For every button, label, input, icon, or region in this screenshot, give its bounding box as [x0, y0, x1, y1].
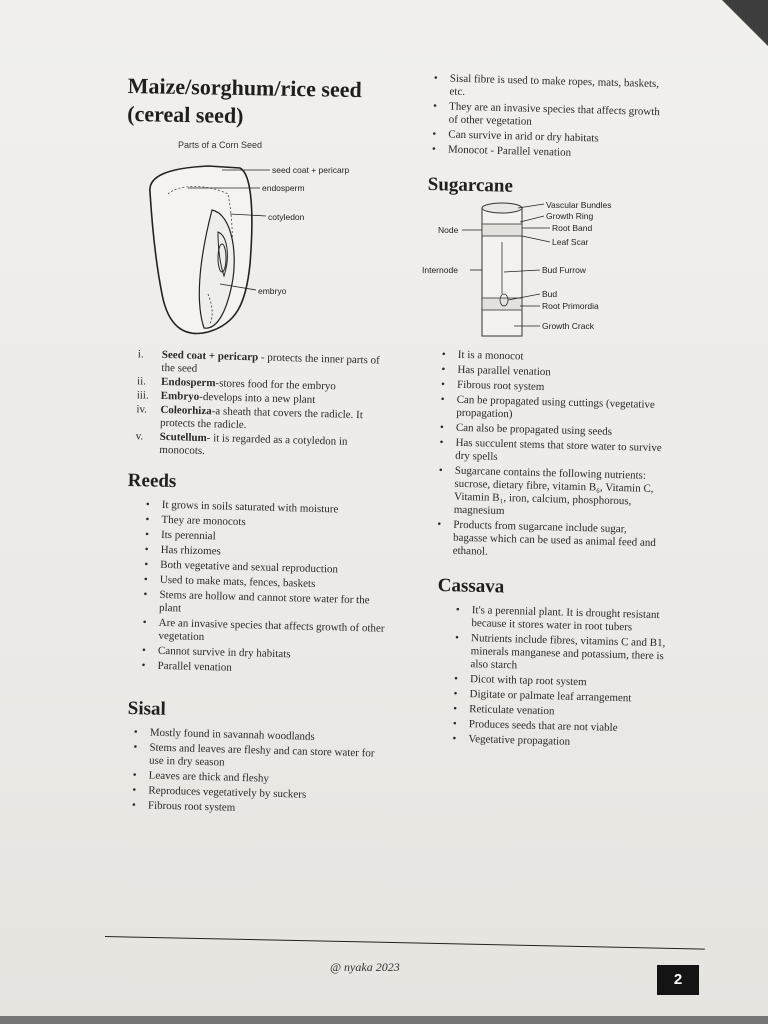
label-cotyledon: cotyledon: [268, 212, 305, 222]
list-item: • Can be propagated using cuttings (vegetative propagation): [434, 393, 667, 425]
list-item: • Can survive in arid or dry habitats: [426, 128, 666, 147]
list-item: • Used to make mats, fences, baskets: [138, 573, 386, 592]
footer-credit: @ nyaka 2023: [330, 960, 400, 974]
list-item: • Cannot survive in dry habitats: [136, 644, 384, 663]
label-growth-crack: Growth Crack: [542, 321, 594, 331]
list-item: • Vegetative propagation: [446, 733, 664, 752]
list-item: • Parallel venation: [135, 659, 383, 678]
list-item: • Can also be propagated using seeds: [434, 421, 666, 440]
label-root-primordia: Root Primordia: [542, 301, 599, 311]
list-item: • Products from sugarcane include sugar, bagasse which can be used as animal feed and ethanol.: [431, 518, 664, 563]
page-bottom-edge: [0, 1016, 768, 1024]
cassava-list: [424, 603, 668, 751]
list-item: • Sisal fibre is used to make ropes, mats, baskets, etc.: [427, 72, 668, 104]
label-growth-ring: Growth Ring: [546, 211, 594, 221]
list-item: • Reticulate venation: [447, 703, 665, 722]
list-item: • Stems and leaves are fleshy and can store water for use in dry season: [127, 741, 388, 774]
list-item: • It grows in soils saturated with moisture: [140, 498, 388, 517]
corn-seed-diagram: [128, 154, 388, 344]
right-column: [422, 72, 668, 748]
list-item: • Reproduces vegetatively by suckers: [126, 784, 386, 804]
label-seed-coat: seed coat + pericarp: [272, 165, 350, 175]
sisal-continued-list: [426, 72, 668, 162]
page-corner-fold: [722, 0, 768, 46]
label-root-band: Root Band: [552, 223, 593, 233]
label-node: Node: [438, 225, 459, 235]
list-item: • Stems are hollow and cannot store water for the plant: [137, 588, 386, 620]
list-item: • Mostly found in savannah woodlands: [128, 726, 388, 746]
list-item: iv. Coleorhiza-a sheath that covers the radicle. It protects the radicle.: [136, 403, 363, 432]
label-bud: Bud: [542, 289, 558, 299]
list-item: • Has parallel venation: [435, 363, 667, 382]
sugarcane-diagram: [422, 202, 662, 342]
label-leaf-scar: Leaf Scar: [552, 237, 589, 247]
list-item: v. Scutellum- it is regarded as a cotyledon in monocots.: [135, 430, 348, 458]
list-item: • Digitate or palmate leaf arrangement: [447, 688, 665, 707]
sugarcane-list: [423, 348, 668, 563]
list-item: • Has succulent stems that store water to survive dry spells: [433, 436, 666, 468]
list-item: • It's a perennial plant. It is drought resistant because it stores water in root tubers: [449, 604, 668, 636]
page-title: Maize/sorghum/rice seed (cereal seed): [127, 72, 362, 129]
list-item: i. Seed coat + pericarp - protects the inner parts of the seed: [137, 348, 380, 375]
page-number: 2: [657, 965, 699, 995]
sugarcane-heading: Sugarcane: [427, 174, 514, 197]
sisal-list: [126, 726, 388, 819]
label-vascular-bundles: Vascular Bundles: [546, 202, 612, 210]
list-item: • They are monocots: [139, 513, 387, 532]
list-item: iii. Embryo-develops into a new plant: [136, 389, 316, 406]
reeds-heading: Reeds: [127, 470, 177, 493]
list-item: • Fibrous root system: [435, 378, 667, 397]
list-item: • Leaves are thick and fleshy: [127, 769, 387, 789]
list-item: • Produces seeds that are not viable: [447, 718, 665, 737]
list-item: • It is a monocot: [436, 348, 668, 367]
corn-figure-caption: Parts of a Corn Seed: [178, 140, 263, 150]
left-column: [128, 72, 388, 814]
label-endosperm: endosperm: [262, 183, 305, 193]
label-bud-furrow: Bud Furrow: [542, 265, 586, 275]
list-item: • Both vegetative and sexual reproduction: [138, 558, 386, 577]
list-item: • Dicot with tap root system: [448, 673, 666, 692]
list-item: • Fibrous root system: [126, 799, 386, 819]
cassava-heading: Cassava: [437, 575, 505, 598]
list-item: • Monocot - Parallel venation: [426, 143, 666, 162]
sisal-heading: Sisal: [127, 698, 167, 720]
list-item: • Its perennial: [139, 528, 387, 547]
corn-parts-list: [125, 348, 388, 463]
reeds-list: [123, 498, 387, 679]
list-item: ii. Endosperm-stores food for the embryo: [136, 375, 336, 393]
label-embryo: embryo: [258, 286, 287, 296]
list-item: • Sugarcane contains the following nutrients: sucrose, dietary fibre, vitamin B₆, Vitamin C, Vitamin B₁, iron, calcium, phosphorous, magnesium: [432, 464, 665, 522]
list-item: • Has rhizomes: [138, 543, 386, 562]
label-internode: Internode: [422, 265, 458, 275]
list-item: • Are an invasive species that affects growth of other vegetation: [136, 616, 385, 648]
list-item: • Nutrients include fibres, vitamins C and B1, minerals manganese and potassium, there is also starch: [448, 632, 667, 677]
list-item: • They are an invasive species that affects growth of other vegetation: [427, 100, 668, 132]
